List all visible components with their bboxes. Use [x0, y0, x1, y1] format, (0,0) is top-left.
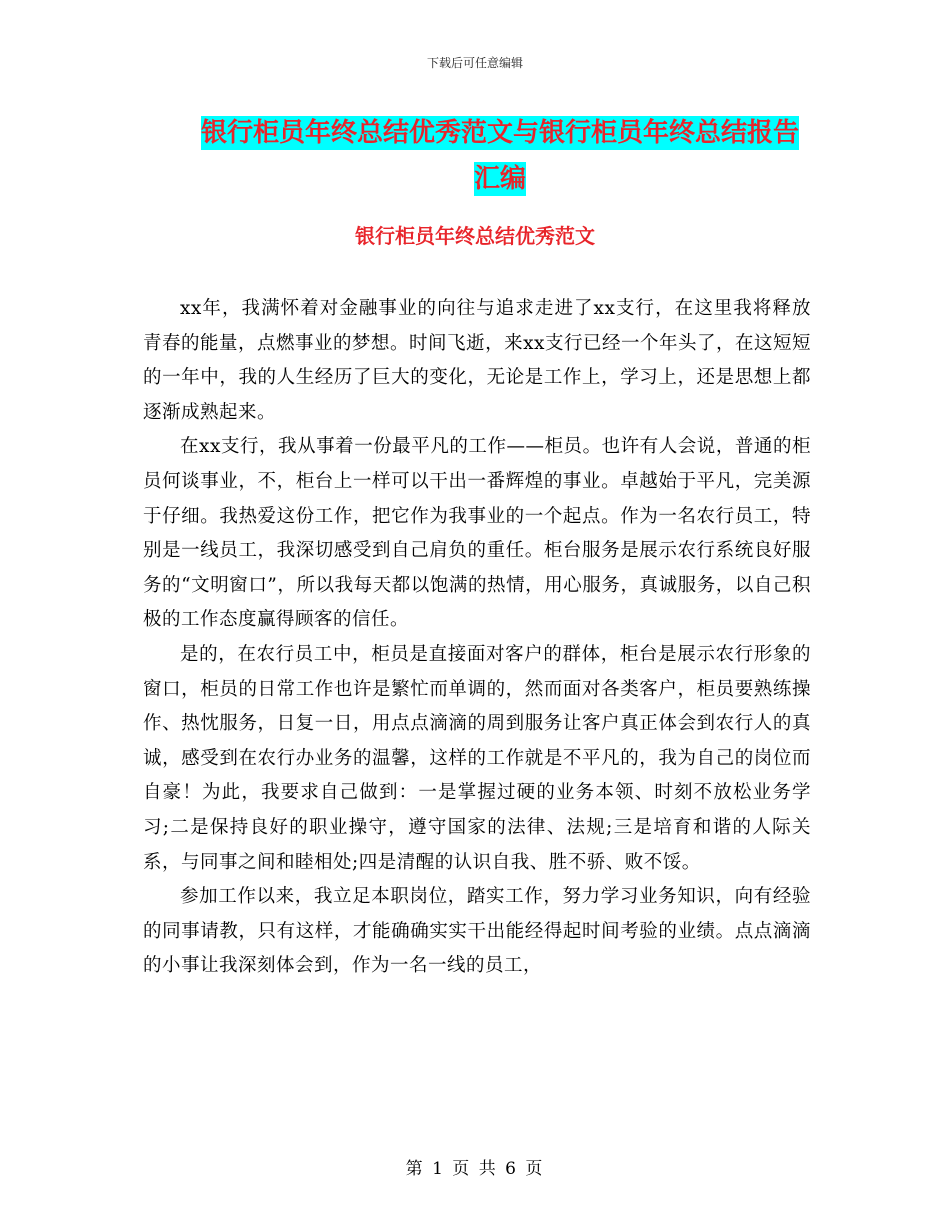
document-title [180, 110, 820, 202]
page-number: 第 1 页 共 6 页 [405, 1159, 545, 1179]
body-paragraph-3: 是的，在农行员工中，柜员是直接面对客户的群体，柜台是展示农行形象的窗口，柜员的日常工作也许是繁忙而单调的，然而面对各类客户，柜员要熟练操作、热忱服务，日复一日，用点点滴滴的周到服务让客户真正体会到农行人的真诚，感受到在农行办业务的温馨，这样的工作就是不平凡的，我为自己的岗位而自豪！为此，我要求自己做到：一是掌握过硬的业务本领、时刻不放松业务学习;二是保持良好的职业操守，遵守国家的法律、法规;三是培育和谐的人际关系，与同事之间和睦相处;四是清醒的认识自我、胜不骄、败不馁。 [143, 643, 811, 873]
document-title-line2: 汇编 [473, 164, 526, 194]
body-paragraph-4: 参加工作以来，我立足本职岗位，踏实工作，努力学习业务知识，向有经验的同事请教，只有这样，才能确确实实干出能经得起时间考验的业绩。点点滴滴的小事让我深刻体会到，作为一名一线的员工， [143, 886, 811, 977]
document-body [143, 292, 811, 984]
body-paragraph-2: 在xx支行，我从事着一份最平凡的工作——柜员。也许有人会说，普通的柜员何谈事业，不，柜台上一样可以干出一番辉煌的事业。卓越始于平凡，完美源于仔细。我热爱这份工作，把它作为我事业的一个起点。作为一名农行员工，特别是一线员工，我深切感受到自己肩负的重任。柜台服务是展示农行系统良好服务的“文明窗口”，所以我每天都以饱满的热情，用心服务，真诚服务，以自己积极的工作态度赢得顾客的信任。 [143, 436, 811, 631]
section-title: 银行柜员年终总结优秀范文 [355, 224, 595, 248]
body-paragraph-1: xx年，我满怀着对金融事业的向往与追求走进了xx支行，在这里我将释放青春的能量，点燃事业的梦想。时间飞逝，来xx支行已经一个年头了，在这短短的一年中，我的人生经历了巨大的变化，无论是工作上，学习上，还是思想上都逐渐成熟起来。 [143, 298, 811, 423]
page-header-note: 下载后可任意编辑 [426, 56, 523, 70]
document-title-line1: 银行柜员年终总结优秀范文与银行柜员年终总结报告 [200, 118, 799, 148]
